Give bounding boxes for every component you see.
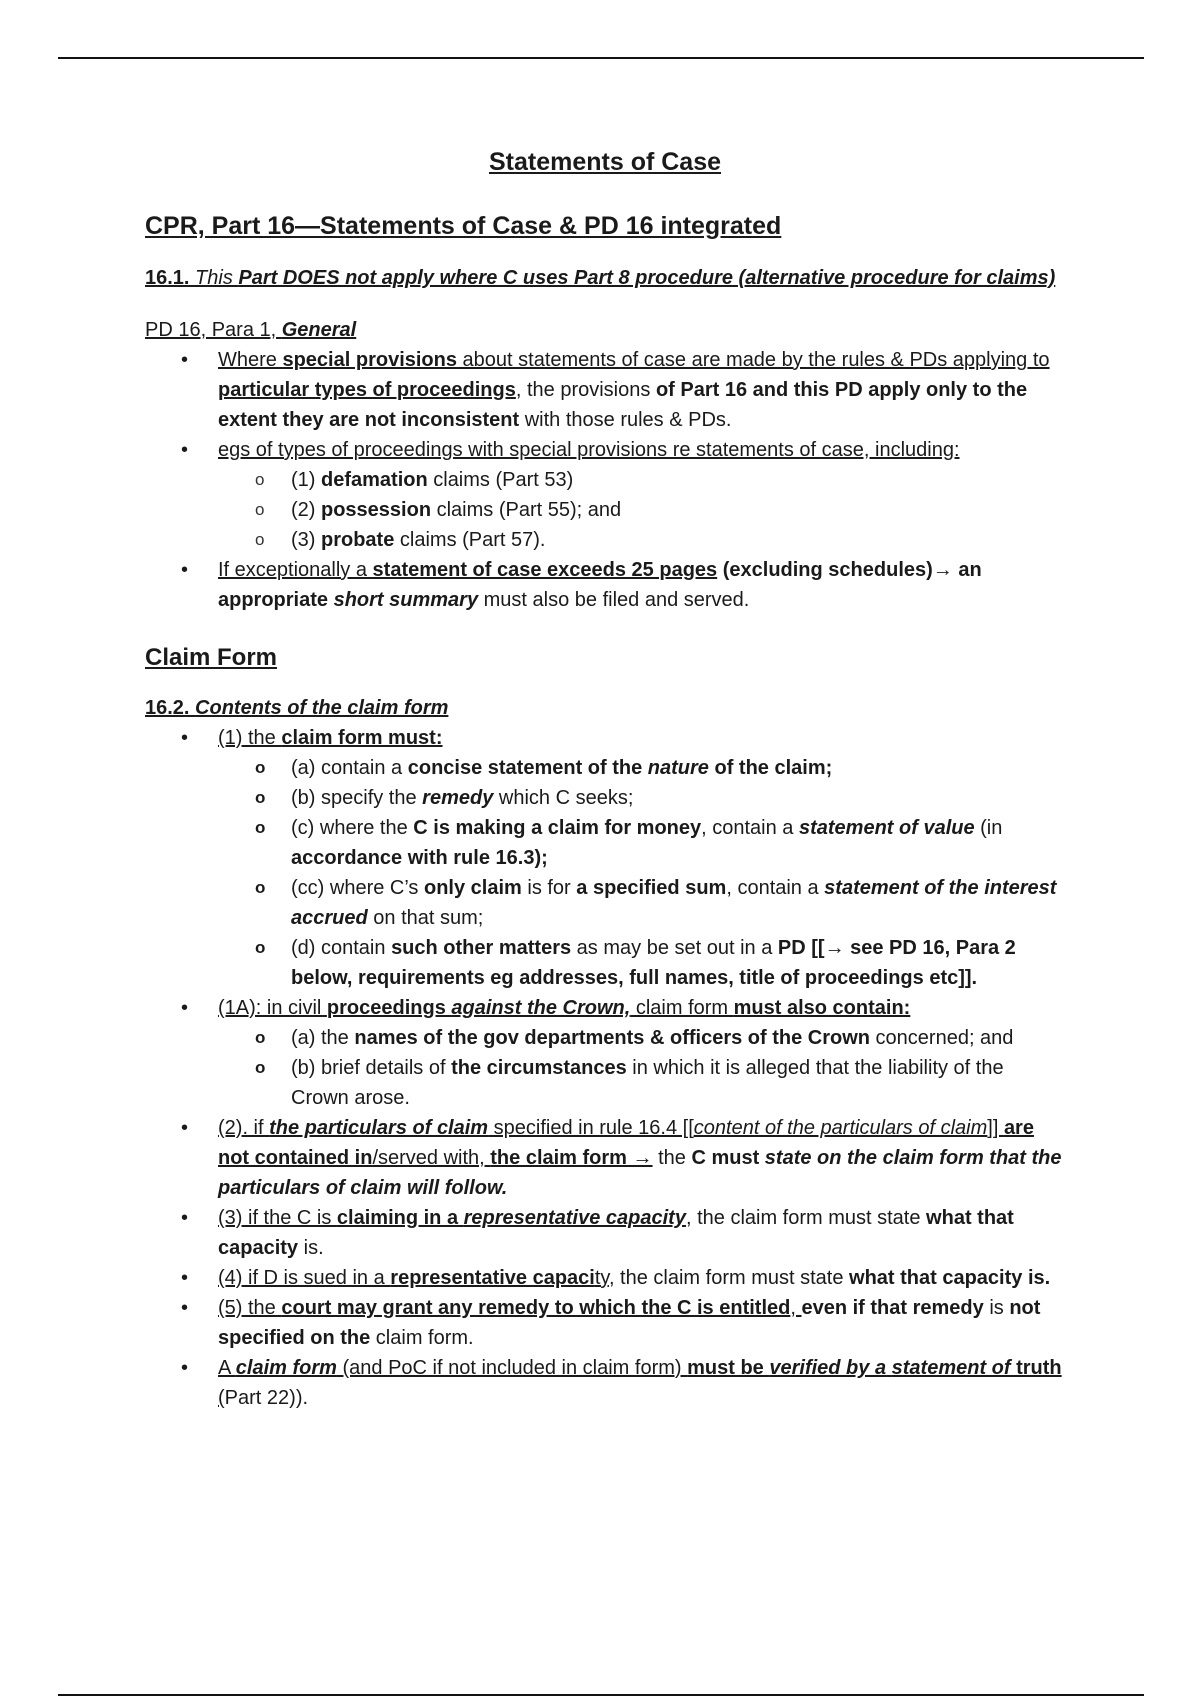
pd16-label: PD 16, Para 1, (145, 319, 282, 341)
document-body (145, 145, 1065, 1413)
sublist (218, 753, 1065, 993)
list-item: o (d) contain such other matters as may be set out in a PD [[→ see PD 16, Para 2 below, requirements eg addresses, full names, title of proceedings etc]]. (218, 933, 1065, 993)
list-item: • Where special provisions about statements of case are made by the rules & PDs applying to particular types of proceedings, the provisions of Part 16 and this PD apply only to the extent they are not inconsistent with those rules & PDs. (145, 345, 1065, 435)
claim-form-heading: Claim Form (145, 644, 278, 671)
list-item: • egs of types of proceedings with special provisions re statements of case, including: o (1) defamation claims (Part 53) o (2) possession claims (Part 55); and o (3) probate claims (Part 57). (145, 435, 1065, 555)
list-item: • If exceptionally a statement of case exceeds 25 pages (excluding schedules)→ an appropriate short summary must also be filed and served. (145, 555, 1065, 615)
list-item: o (b) specify the remedy which C seeks; (218, 783, 1065, 813)
list-item: • A claim form (and PoC if not included in claim form) must be verified by a statement of truth (Part 22)). (145, 1353, 1065, 1413)
list-item: • (1) the claim form must: o (a) contain a concise statement of the nature of the claim; o (b) specify the remedy which C seeks; o (c) where the C is making a claim for money, contain a statement of value (in accordance with rule 16.3); o (cc) where C’s only claim is for a specified sum, contain a statement of the interest accrued on that sum; o (d) contain such other matters as may be set out in a PD [[→ see PD 16, Para 2 below, requirements eg addresses, full names, title of proceedings etc]]. (145, 723, 1065, 993)
rule-16-1 (145, 263, 1065, 293)
list-item: • (2). if the particulars of claim specified in rule 16.4 [[content of the particulars of claim]] are not contained in/served with, the claim form → the C must state on the claim form that the particulars of claim will follow. (145, 1113, 1065, 1203)
bottom-rule (58, 1694, 1144, 1696)
cpr-part16-heading: CPR, Part 16—Statements of Case & PD 16 integrated (145, 212, 782, 240)
rule-16-2-list (145, 723, 1065, 1413)
pd16-para1-heading (145, 315, 1065, 345)
list-item: o (cc) where C’s only claim is for a specified sum, contain a statement of the interest accrued on that sum; (218, 873, 1065, 933)
list-item: • (4) if D is sued in a representative capacity, the claim form must state what that capacity is. (145, 1263, 1065, 1293)
rule-16-2-heading: 16.2. Contents of the claim form (145, 697, 449, 719)
list-item: • (1A): in civil proceedings against the Crown, claim form must also contain: o (a) the names of the gov departments & officers of the Crown concerned; and o (b) brief details of the circumstances in which it is alleged that the liability of the Crown arose. (145, 993, 1065, 1113)
list-item: o (1) defamation claims (Part 53) (218, 465, 1065, 495)
list-item: o (a) contain a concise statement of the nature of the claim; (218, 753, 1065, 783)
top-rule (58, 57, 1144, 59)
list-item: o (c) where the C is making a claim for money, contain a statement of value (in accordance with rule 16.3); (218, 813, 1065, 873)
pd16-general-title: General (281, 319, 357, 341)
list-item: o (b) brief details of the circumstances in which it is alleged that the liability of the Crown arose. (218, 1053, 1065, 1113)
sublist (218, 1023, 1065, 1113)
rule-16-1-this: This (189, 267, 239, 289)
list-item: • (3) if the C is claiming in a representative capacity, the claim form must state what that capacity is. (145, 1203, 1065, 1263)
list-item: • (5) the court may grant any remedy to which the C is entitled, even if that remedy is not specified on the claim form. (145, 1293, 1065, 1353)
rule-16-1-number: 16.1. (145, 267, 190, 289)
rule-16-1-text: Part DOES not apply where C uses Part 8 procedure (alternative procedure for claims) (238, 267, 1056, 289)
list-item: o (3) probate claims (Part 57). (218, 525, 1065, 555)
page-title: Statements of Case (488, 148, 722, 176)
pd16-general-list (145, 345, 1065, 615)
sublist (218, 465, 1065, 555)
list-item: o (a) the names of the gov departments & officers of the Crown concerned; and (218, 1023, 1065, 1053)
list-item: o (2) possession claims (Part 55); and (218, 495, 1065, 525)
